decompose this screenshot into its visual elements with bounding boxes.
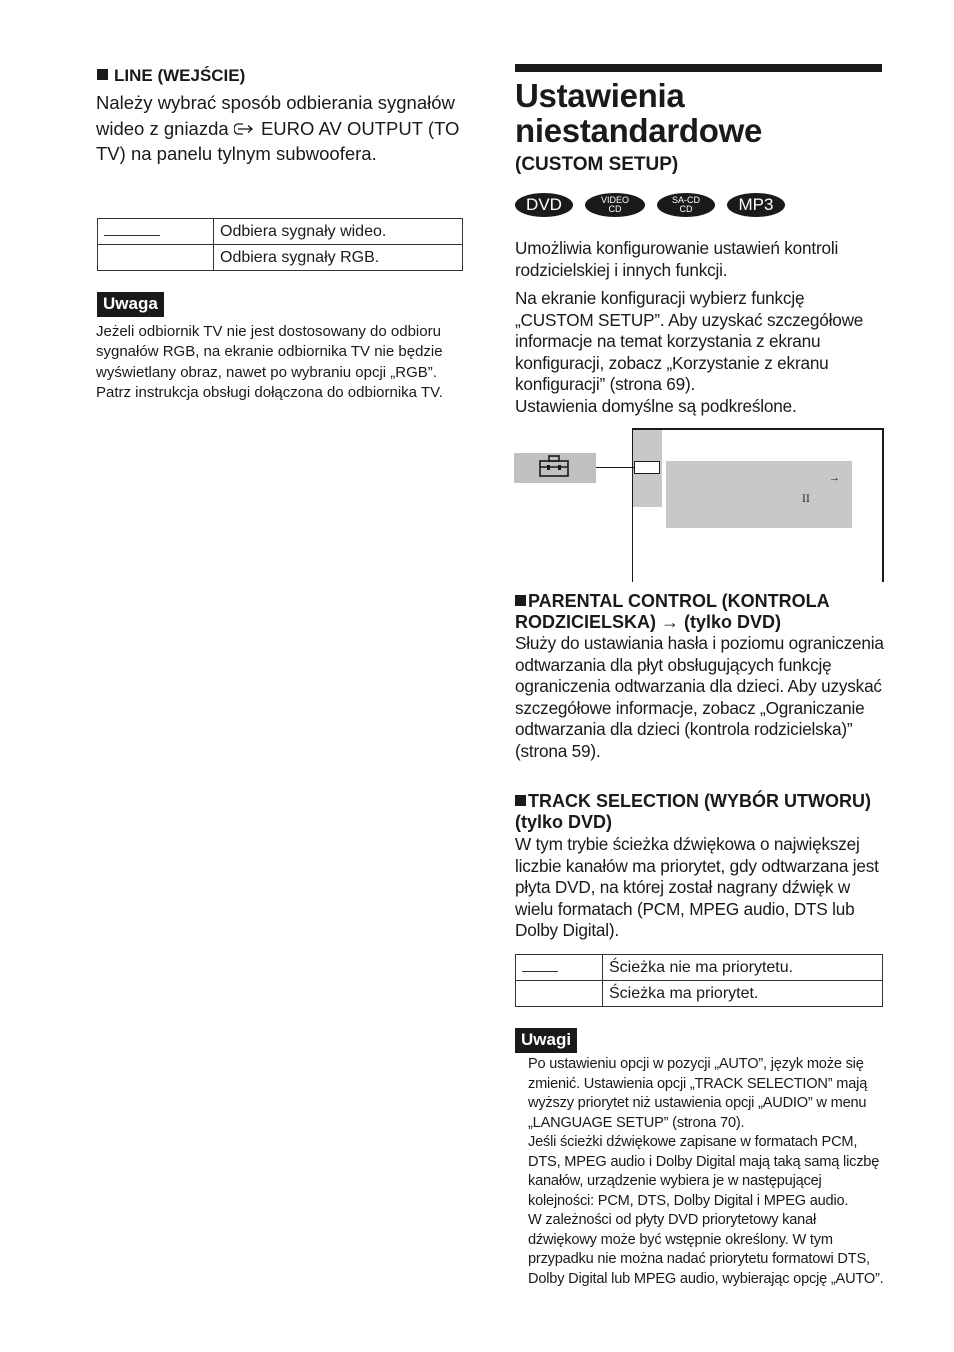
note-item: W zależności od płyty DVD priorytetowy kanał dźwiękowy może być wstępnie określony. W tym przypadku nie można nadać priorytetu formatowi DTS, Dolby Digital lub MPEG audio, wybierając opcję „AUTO”. <box>528 1212 884 1287</box>
parental-control-heading: PARENTAL CONTROL (KONTROLA RODZICIELSKA) → (tylko DVD) <box>515 591 829 632</box>
toolbox-icon <box>538 454 570 483</box>
default-option-underline <box>104 223 160 236</box>
line-description: Należy wybrać sposób odbierania sygnałów wideo z gniazda EURO AV OUTPUT (TO TV) na panelu tylnym subwoofera. <box>96 92 460 164</box>
euro-av-output-icon <box>234 117 256 131</box>
description-cell: Odbiera sygnały wideo. <box>214 219 463 245</box>
parental-control-body: Służy do ustawiania hasła i poziomu ograniczenia odtwarzania dla płyt obsługujących funkcję ograniczenia odtwarzania dla dzieci. Aby uzyskać szczegółowe informacje, zobacz „Ograniczanie odtwarzania dla dzieci (kontrola rodzicielska)” (strona 59). <box>515 633 884 761</box>
notes-list <box>528 1055 888 1289</box>
line-heading: LINE (WEJŚCIE) <box>97 66 245 86</box>
table-row <box>98 219 463 245</box>
description-cell: Ścieżka ma priorytet. <box>603 981 883 1007</box>
line-options-table <box>97 218 463 271</box>
sa-cd-badge: SA-CD CD <box>657 193 715 217</box>
mp3-badge: MP3 <box>727 193 785 217</box>
panel-arrow: → <box>829 472 840 484</box>
note-item: Po ustawieniu opcji w pozycji „AUTO”, język może się zmienić. Ustawienia opcji „TRACK SELECTION” mają wyższy priorytet niż ustawienia opcji „AUDIO” w menu „LANGUAGE SETUP” (strona 70). <box>528 1056 868 1131</box>
custom-setup-menu-item <box>514 453 596 483</box>
video-cd-badge: VIDEO CD <box>585 193 645 217</box>
track-selection-heading: TRACK SELECTION (WYBÓR UTWORU) (tylko DVD) <box>515 791 871 832</box>
note-text: Jeżeli odbiornik TV nie jest dostosowany do odbioru sygnałów RGB, na ekranie odbiornika TV nie będzie wyświetlany obraz, nawet po wybraniu opcji „RGB”. Patrz instrukcja obsługi dołączona do odbiornika TV. <box>96 323 443 401</box>
table-row <box>98 245 463 271</box>
option-cell <box>98 245 214 271</box>
default-option-underline <box>522 959 558 972</box>
square-bullet-icon <box>515 795 526 806</box>
square-bullet-icon <box>97 69 108 80</box>
note-label: Uwaga <box>97 292 164 317</box>
table-row <box>516 955 883 981</box>
option-cell <box>516 955 603 981</box>
notes-label: Uwagi <box>515 1028 577 1053</box>
track-selection-body: W tym trybie ścieżka dźwiękowa o największej liczbie kanałów ma priorytet, gdy odtwarzana jest płyta DVD, na której został nagrany dźwięk w wielu formatach (PCM, MPEG audio, DTS lub Dolby Digital). <box>515 834 879 941</box>
table-row <box>516 981 883 1007</box>
arrow-icon: → <box>661 612 680 632</box>
description-cell: Odbiera sygnały RGB. <box>214 245 463 271</box>
option-cell <box>98 219 214 245</box>
dvd-badge: DVD <box>515 193 573 217</box>
connector-line <box>596 467 634 468</box>
description-cell: Ścieżka nie ma priorytetu. <box>603 955 883 981</box>
page-title: Ustawienia niestandardowe <box>515 77 763 149</box>
setup-instructions: Na ekranie konfiguracji wybierz funkcję „CUSTOM SETUP”. Aby uzyskać szczegółowe informacje na temat korzystania z ekranu konfiguracji, zobacz „Korzystanie z ekranu konfiguracji” (strona 69). Ustawienia domyślne są podkreślone. <box>515 288 864 416</box>
page-subtitle: (CUSTOM SETUP) <box>515 154 679 175</box>
track-options-table <box>515 954 883 1007</box>
square-bullet-icon <box>515 595 526 606</box>
panel-mark: II <box>802 494 810 505</box>
section-top-rule <box>515 64 882 72</box>
setup-screen-panel <box>666 461 852 528</box>
intro-paragraph: Umożliwia konfigurowanie ustawień kontroli rodzicielskiej i innych funkcji. <box>515 238 839 280</box>
option-cell <box>516 981 603 1007</box>
selection-cursor <box>634 461 660 474</box>
note-item: Jeśli ścieżki dźwiękowe zapisane w formatach PCM, DTS, MPEG audio i Dolby Digital mają taką samą liczbę kanałów, urządzenie wybiera je w następującej kolejności: PCM, DTS, Dolby Digital i MPEG audio. <box>528 1134 880 1209</box>
